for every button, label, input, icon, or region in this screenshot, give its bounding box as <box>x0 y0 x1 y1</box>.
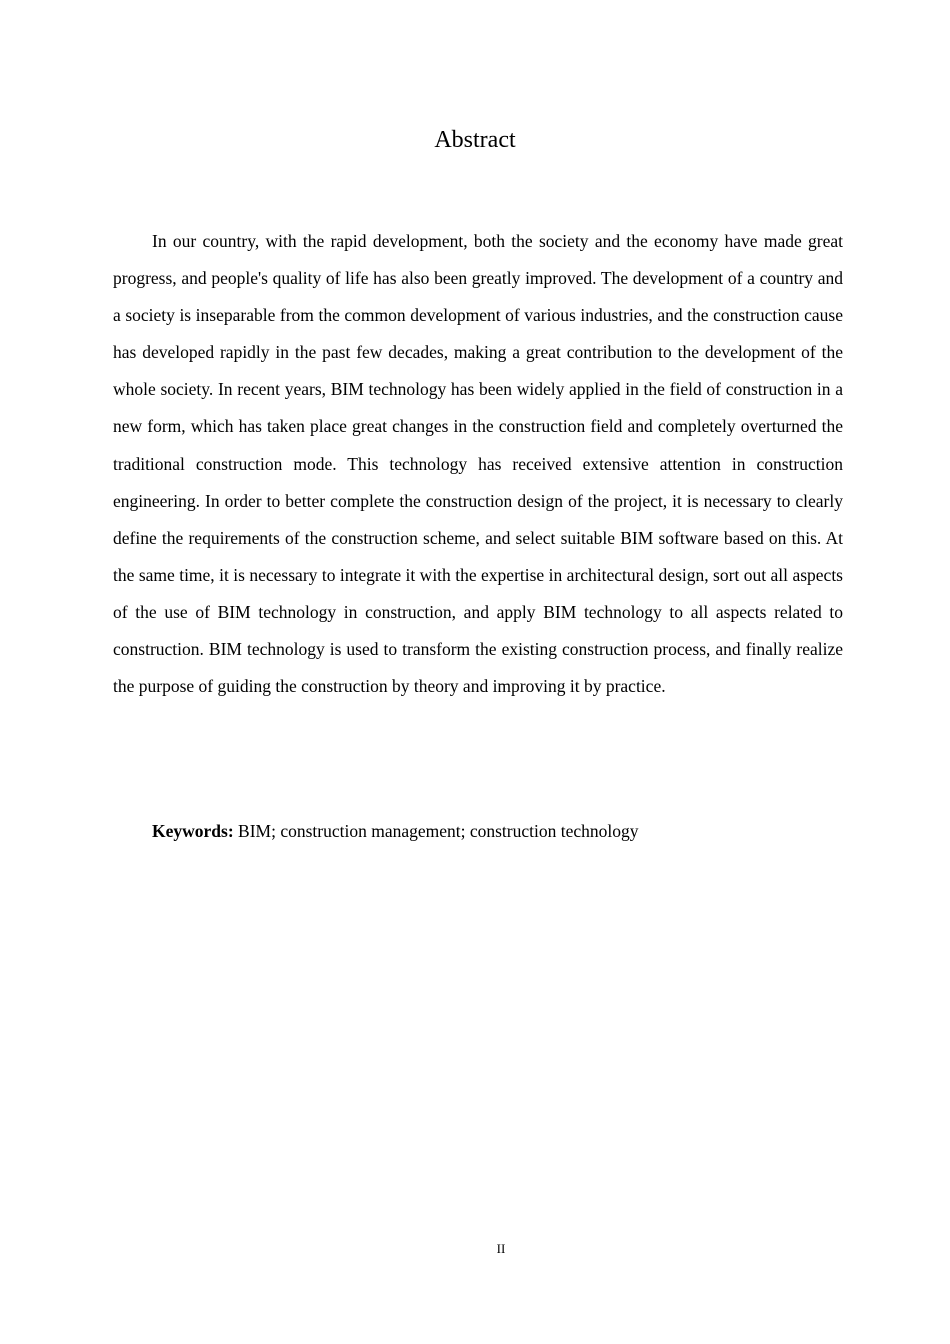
keywords-label: Keywords: <box>152 821 234 841</box>
keywords-value: BIM; construction management; construction technology <box>238 821 639 841</box>
abstract-title: Abstract <box>434 127 516 153</box>
keywords-line <box>152 816 842 846</box>
abstract-body: In our country, with the rapid development, both the society and the economy have made great progress, and people's quality of life has also been greatly improved. The development of a country and a society is inseparable from the common development of various industries, and the construction cause has developed rapidly in the past few decades, making a great contribution to the development of the whole society. In recent years, BIM technology has been widely applied in the field of construction in a new form, which has taken place great changes in the construction field and completely overturned the traditional construction mode. This technology has received extensive attention in construction engineering. In order to better complete the construction design of the project, it is necessary to clearly define the requirements of the construction scheme, and select suitable BIM software based on this. At the same time, it is necessary to integrate it with the expertise in architectural design, sort out all aspects of the use of BIM technology in construction, and apply BIM technology to all aspects related to construction. BIM technology is used to transform the existing construction process, and finally realize the purpose of guiding the construction by theory and improving it by practice. <box>113 231 843 697</box>
page-number: II <box>496 1241 506 1256</box>
